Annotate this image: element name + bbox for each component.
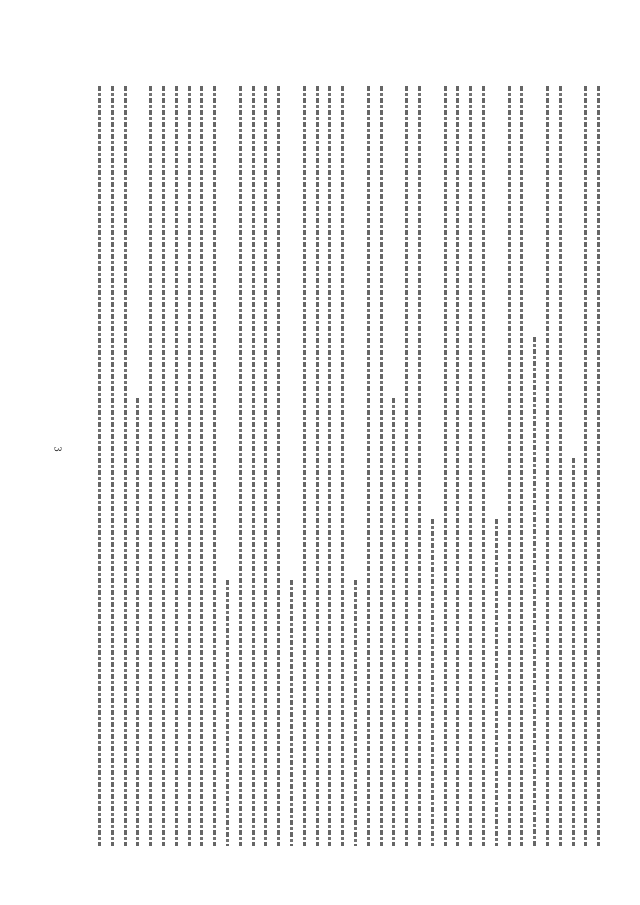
text-line [595,86,602,846]
text-line [134,398,141,846]
text-line [416,86,423,846]
text-line [109,86,116,846]
text-line [224,580,231,846]
text-line [262,86,269,846]
text-line [288,580,295,846]
text-line [544,86,551,846]
text-line [390,398,397,846]
text-line [352,580,359,846]
text-line [237,86,244,846]
text-line [429,519,436,846]
text-line [198,86,205,846]
document-body [96,86,616,846]
text-line [326,86,333,846]
text-line [506,86,513,846]
text-line [570,458,577,846]
text-line [147,86,154,846]
text-line [186,86,193,846]
text-line [582,86,589,846]
text-line [96,86,103,846]
text-line [480,86,487,846]
text-line [314,86,321,846]
text-line [160,86,167,846]
text-line [339,86,346,846]
text-line [403,86,410,846]
text-line [122,86,129,846]
text-line [518,86,525,846]
text-line [275,86,282,846]
text-line [378,86,385,846]
text-line [442,86,449,846]
text-line [531,337,538,846]
text-line [467,86,474,846]
text-line [211,86,218,846]
text-line [365,86,372,846]
text-line [173,86,180,846]
text-line [454,86,461,846]
text-line [250,86,257,846]
page-number: 3 [51,446,63,452]
text-line [301,86,308,846]
text-line [557,86,564,846]
text-line [493,519,500,846]
